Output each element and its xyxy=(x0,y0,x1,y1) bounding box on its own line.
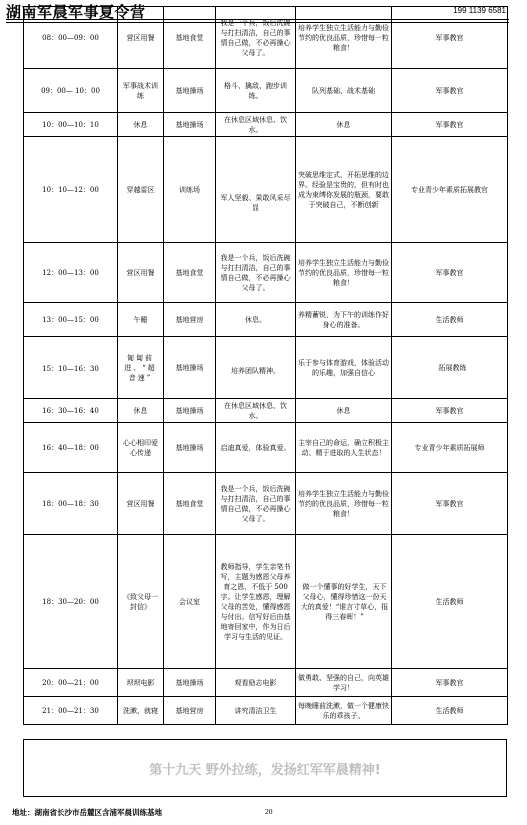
day-banner-box xyxy=(23,739,507,797)
table-row xyxy=(24,303,508,337)
place-cell: 基地营房 xyxy=(164,303,216,337)
goal-cell: 培养学生独立生活能力与勤俭节约的优良品质，珍惜每一粒粮食！ xyxy=(296,243,392,303)
activity-cell: 营区用餐 xyxy=(118,7,164,69)
table-row xyxy=(24,137,508,243)
place-cell: 基地食堂 xyxy=(164,7,216,69)
teacher-cell: 军事教官 xyxy=(392,7,508,69)
content-cell: 我是一个兵，饭后洗碗与打扫清洁，自己的事情自己做，不必再操心父母了。 xyxy=(216,243,296,303)
content-cell: 启迪真爱，体验真爱。 xyxy=(216,423,296,473)
time-cell: 10：00—10：10 xyxy=(24,113,118,137)
teacher-cell: 专业青少年素质拓展师 xyxy=(392,423,508,473)
page-number: 20 xyxy=(265,807,273,816)
teacher-cell: 军事教官 xyxy=(392,113,508,137)
table-row xyxy=(24,399,508,423)
place-cell: 基地营房 xyxy=(164,697,216,725)
place-cell: 基地操场 xyxy=(164,337,216,399)
place-cell: 基地食堂 xyxy=(164,473,216,535)
table-row xyxy=(24,113,508,137)
activity-cell: 《致父母一封信》 xyxy=(118,535,164,669)
teacher-cell: 拓展教练 xyxy=(392,337,508,399)
goal-cell: 每晚睡前洗漱，做一个健康快乐的乖孩子。 xyxy=(296,697,392,725)
table-row xyxy=(24,243,508,303)
time-cell: 18：30—20：00 xyxy=(24,535,118,669)
teacher-cell: 生活教师 xyxy=(392,697,508,725)
content-cell: 我是一个兵，饭后洗碗与打扫清洁，自己的事情自己做，不必再操心父母了。 xyxy=(216,7,296,69)
activity-cell: 匍匐前进、“超音速” xyxy=(118,337,164,399)
time-cell: 16：30—16：40 xyxy=(24,399,118,423)
activity-cell: 军事战术训练 xyxy=(118,69,164,113)
table-row xyxy=(24,535,508,669)
goal-cell: 做一个懂事的好学生，天下父母心，懂得珍惜这一份天大的真爱！“谁言寸草心，报得三春晖！” xyxy=(296,535,392,669)
goal-cell: 队列基础、战术基础 xyxy=(296,69,392,113)
place-cell: 基地操场 xyxy=(164,399,216,423)
teacher-cell: 专业青少年素质拓展教官 xyxy=(392,137,508,243)
place-cell: 基地食堂 xyxy=(164,243,216,303)
goal-cell: 休息 xyxy=(296,113,392,137)
content-cell: 讲究清洁卫生 xyxy=(216,697,296,725)
goal-cell: 培养学生独立生活能力与勤俭节约的优良品质，珍惜每一粒粮食！ xyxy=(296,473,392,535)
time-cell: 15：10—16：30 xyxy=(24,337,118,399)
goal-cell: 做勇敢、坚强的自己，向英雄学习！ xyxy=(296,669,392,697)
teacher-cell: 军事教官 xyxy=(392,243,508,303)
activity-cell: 心心相印爱心传递 xyxy=(118,423,164,473)
time-cell: 16：40—18：00 xyxy=(24,423,118,473)
activity-cell: 坝坝电影 xyxy=(118,669,164,697)
content-cell: 在休息区域休息、饮水。 xyxy=(216,399,296,423)
content-cell: 培养团队精神。 xyxy=(216,337,296,399)
place-cell: 基地操场 xyxy=(164,113,216,137)
time-cell: 09：00— 10：00 xyxy=(24,69,118,113)
table-row xyxy=(24,69,508,113)
schedule-table xyxy=(23,6,508,725)
phone-number: 199 1139 6581 xyxy=(453,6,506,15)
time-cell: 18：00—18：30 xyxy=(24,473,118,535)
table-row xyxy=(24,423,508,473)
table-row xyxy=(24,669,508,697)
time-cell: 12：00—13：00 xyxy=(24,243,118,303)
time-cell: 21：00—21：30 xyxy=(24,697,118,725)
teacher-cell: 军事教官 xyxy=(392,69,508,113)
goal-cell: 培养学生独立生活能力与勤俭节约的优良品质，珍惜每一粒粮食！ xyxy=(296,7,392,69)
goal-cell: 休息 xyxy=(296,399,392,423)
content-cell: 在休息区域休息、饮水。 xyxy=(216,113,296,137)
content-cell: 观看励志电影 xyxy=(216,669,296,697)
activity-cell: 营区用餐 xyxy=(118,473,164,535)
place-cell: 会议室 xyxy=(164,535,216,669)
table-row xyxy=(24,697,508,725)
activity-cell: 休息 xyxy=(118,399,164,423)
teacher-cell: 军事教官 xyxy=(392,399,508,423)
document-title: 湖南军晨军事夏令营 xyxy=(6,3,146,21)
place-cell: 基地操场 xyxy=(164,423,216,473)
goal-cell: 突破思维定式，开拓思维的边界。经验是宝贵的，但有时也成为束缚你发展的瓶颈，要敢于突破自己，不断创新 xyxy=(296,137,392,243)
place-cell: 基地操场 xyxy=(164,669,216,697)
time-cell: 10：10—12：00 xyxy=(24,137,118,243)
teacher-cell: 生活教师 xyxy=(392,535,508,669)
content-cell: 军人坚毅、果敢风采尽显 xyxy=(216,137,296,243)
goal-cell: 主宰自己的命运，确立积极主动、精于进取的人生状态！ xyxy=(296,423,392,473)
day-banner-text: 第十九天 野外拉练，发扬红军军晨精神! xyxy=(149,763,381,778)
time-cell: 08：00—09：00 xyxy=(24,7,118,69)
content-cell: 教师指导，学生亲笔书写，主题为感恩父母养育之恩，不低于 500字。让学生感恩，理解父母的苦处，懂得感恩与付出。信写好后由基地寄回家中，作为日后学习与生活的见证。 xyxy=(216,535,296,669)
time-cell: 13：00—15：00 xyxy=(24,303,118,337)
content-cell: 格斗、擒敌、跑步训练。 xyxy=(216,69,296,113)
teacher-cell: 军事教官 xyxy=(392,473,508,535)
time-cell: 20：00—21：00 xyxy=(24,669,118,697)
teacher-cell: 生活教师 xyxy=(392,303,508,337)
activity-cell: 午睡 xyxy=(118,303,164,337)
activity-cell: 营区用餐 xyxy=(118,243,164,303)
teacher-cell: 军事教官 xyxy=(392,669,508,697)
address: 地址：湖南省长沙市岳麓区含浦军晨训练基地 xyxy=(12,808,162,817)
table-row xyxy=(24,337,508,399)
activity-cell: 休息 xyxy=(118,113,164,137)
goal-cell: 乐于参与体育游戏，体验活动的乐趣，加强自信心 xyxy=(296,337,392,399)
content-cell: 休息。 xyxy=(216,303,296,337)
table-row xyxy=(24,7,508,69)
activity-cell: 洗漱、就寝 xyxy=(118,697,164,725)
content-cell: 我是一个兵，饭后洗碗与打扫清洁，自己的事情自己做，不必再操心父母了。 xyxy=(216,473,296,535)
place-cell: 基地操场 xyxy=(164,69,216,113)
activity-cell: 穿越雷区 xyxy=(118,137,164,243)
table-row xyxy=(24,473,508,535)
goal-cell: 养精蓄锐，为下午的训练作好身心的准备。 xyxy=(296,303,392,337)
place-cell: 训练场 xyxy=(164,137,216,243)
